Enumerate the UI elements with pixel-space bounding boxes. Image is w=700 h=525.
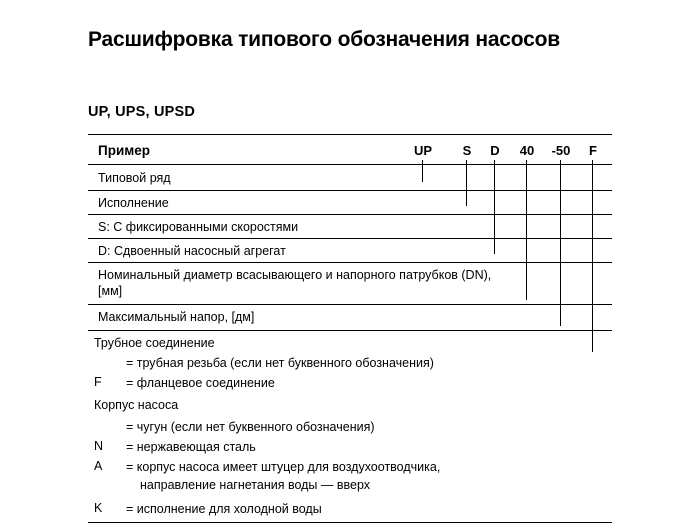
divider-line [88, 522, 612, 523]
code-segment-40: 40 [519, 143, 535, 158]
connector-line-head [560, 160, 561, 326]
detail-text-air-vent-cont: направление нагнетания воды — вверх [140, 478, 371, 492]
divider-line [88, 304, 612, 305]
connector-line-up [422, 160, 423, 182]
detail-letter-flange: F [94, 375, 102, 389]
detail-text-pump-housing: Корпус насоса [94, 398, 179, 412]
code-segment-s: S [462, 143, 472, 158]
connector-line-d [494, 160, 495, 254]
divider-line [88, 164, 612, 165]
divider-line [88, 330, 612, 331]
row-label-series: Типовой ряд [98, 171, 171, 185]
example-header-label: Пример [98, 143, 150, 158]
detail-text-stainless: = нержавеющая сталь [126, 440, 256, 454]
detail-text-air-vent: = корпус насоса имеет штуцер для воздухоотводчика, [126, 460, 441, 474]
detail-letter-air-vent: A [94, 459, 103, 473]
connector-line-dn [526, 160, 527, 300]
row-label-nominal-diameter: Номинальный диаметр всасывающего и напорного патрубков (DN), [мм] [98, 268, 492, 298]
row-label-version: Исполнение [98, 196, 169, 210]
detail-text-flange: = фланцевое соединение [126, 376, 275, 390]
row-label-fixed-speed: S: С фиксированными скоростями [98, 220, 299, 234]
detail-text-cast-iron: = чугун (если нет буквенного обозначения) [126, 420, 375, 434]
row-label-pipe-connection: Трубное соединение [94, 336, 215, 350]
divider-line [88, 238, 612, 239]
type-key-diagram [88, 134, 612, 516]
detail-letter-stainless: N [94, 439, 104, 453]
row-label-max-head: Максимальный напор, [дм] [98, 310, 255, 324]
divider-line [88, 190, 612, 191]
row-label-twin-pump: D: Сдвоенный насосный агрегат [98, 244, 286, 258]
divider-line [88, 214, 612, 215]
connector-line-connection [592, 160, 593, 352]
detail-letter-cold-water: K [94, 501, 103, 515]
page-title: Расшифровка типового обозначения насосов [88, 28, 560, 51]
detail-text-thread: = трубная резьба (если нет буквенного обозначения) [126, 356, 434, 370]
divider-line [88, 134, 612, 135]
code-segment-d: D [490, 143, 500, 158]
code-segment-50: -50 [551, 143, 571, 158]
detail-text-cold-water: = исполнение для холодной воды [126, 502, 322, 516]
connector-line-s [466, 160, 467, 206]
divider-line [88, 262, 612, 263]
code-segment-f: F [589, 143, 597, 158]
code-segment-up: UP [413, 143, 433, 158]
product-series-subtitle: UP, UPS, UPSD [88, 104, 196, 120]
